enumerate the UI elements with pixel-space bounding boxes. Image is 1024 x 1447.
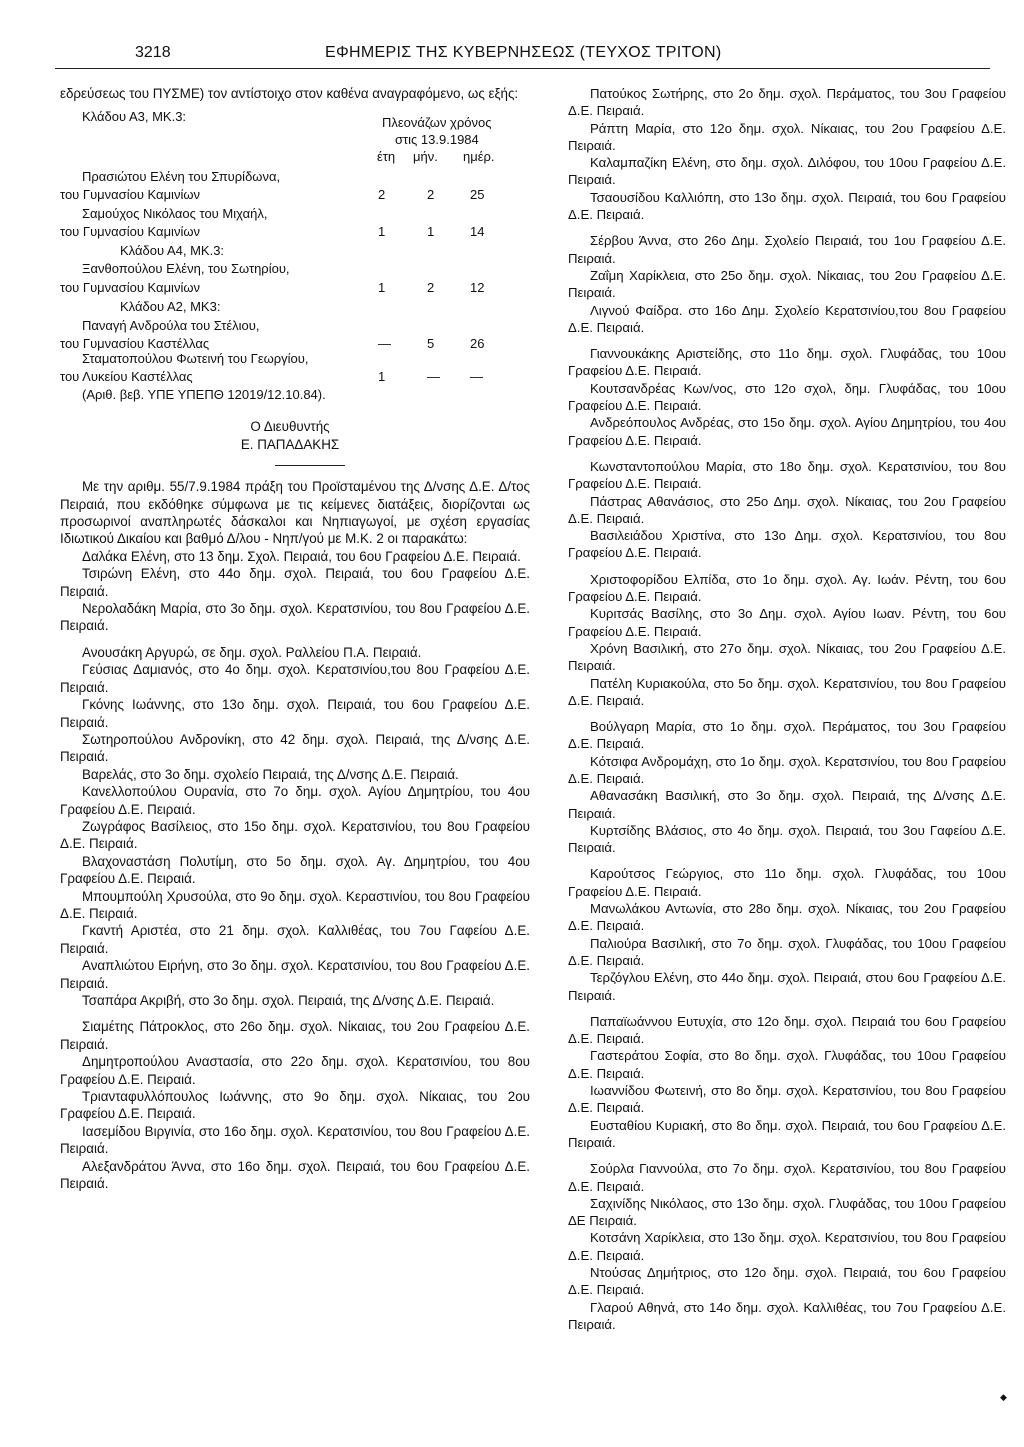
left-appointments-list xyxy=(60,548,530,1193)
list-item: Γλαρού Αθηνά, στο 14ο δημ. σχολ. Καλλιθέας, του 7ου Γραφείου Δ.Ε. Πειραιά. xyxy=(568,1299,1006,1332)
list-item: Δημητροπούλου Αναστασία, στο 22ο δημ. σχολ. Κερατσινίου, του 8ου Γραφείου Δ.Ε. Πειραιά. xyxy=(60,1054,530,1087)
list-item: Κοτσάνη Χαρίκλεια, στο 13ο δημ. σχολ. Κερατσινίου, του 8ου Γραφείου Δ.Ε. Πειραιά. xyxy=(568,1230,1006,1263)
list-item: Γιαννουκάκης Αριστείδης, στο 11ο δημ. σχολ. Γλυφάδας, του 10ου Γραφείου Δ.Ε. Πειραιά. xyxy=(568,346,1006,379)
list-item: Τσαουσίδου Καλλιόπη, στο 13ο δημ. σχολ. Πειραιά, του 6ου Γραφείου Δ.Ε. Πειραιά. xyxy=(568,189,1006,223)
signature-title: Ο Διευθυντής xyxy=(250,419,330,435)
certificate-ref: (Αριθ. βεβ. ΥΠΕ ΥΠΕΠΘ 12019/12.10.84). xyxy=(82,387,326,403)
table-row: Σαμούχος Νικόλαος του Μιχαήλ, xyxy=(82,206,268,222)
list-item: Τσιρώνη Ελένη, στο 44ο δημ. σχολ. Πειραιά, του 6ου Γραφείου Δ.Ε. Πειραιά. xyxy=(60,566,530,599)
list-item: Κυρτσίδης Βλάσιος, στο 4ο δημ. σχολ. Πειραιά, του 3ου Γαφείου Δ.Ε. Πειραιά. xyxy=(568,822,1006,856)
list-item: Ζωγράφος Βασίλειος, στο 15ο δημ. σχολ. Κερατσινίου, του 8ου Γραφείου Δ.Ε. Πειραιά. xyxy=(60,818,530,852)
table-heading-2: στις 13.9.1984 xyxy=(395,132,479,148)
table-row: του Γυμνασίου Καμινίων 1 1 14 xyxy=(60,224,485,240)
list-item: Σαχινίδης Νικόλαος, στο 13ο δημ. σχολ. Γλυφάδας, του 10ου Γραφείου ΔΕ Πειραιά. xyxy=(568,1195,1006,1229)
list-item: Ντούσας Δημήτριος, στο 12ο δημ. σχολ. Πειραιά, του 6ου Γραφείου Δ.Ε. Πειραιά. xyxy=(568,1265,1006,1298)
list-item: Κυριτσάς Βασίλης, στο 3ο Δημ. σχολ. Αγίου Ιωαν. Ρέντη, του 6ου Γραφείου Δ.Ε. Πειραιά. xyxy=(568,606,1006,639)
list-item: Σούρλα Γιαννούλα, στο 7ο δημ. σχολ. Κερατσινίου, του 8ου Γραφείου Δ.Ε. Πειραιά. xyxy=(568,1161,1006,1194)
list-item: Τερζόγλου Ελένη, στο 44ο δημ. σχολ. Πειραιά, στου 6ου Γραφείου Δ.Ε. Πειραιά. xyxy=(568,970,1006,1003)
surplus-time-table-cont xyxy=(60,350,530,408)
table-row: Παναγή Ανδρούλα του Στέλιου, xyxy=(82,318,260,334)
list-item: Σιαμέτης Πάτροκλος, στο 26ο δημ. σχολ. Νίκαιας, του 2ου Γραφείου Δ.Ε. Πειραιά. xyxy=(60,1019,530,1052)
list-item: Βλαχοναστάση Πολυτίμη, στο 5ο δημ. σχολ. Αγ. Δημητρίου, του 4ου Γραφείου Δ.Ε. Πειραιά. xyxy=(60,853,530,887)
left-column xyxy=(60,85,530,1192)
list-item: Μανωλάκου Αντωνία, στο 28ο δημ. σχολ. Νίκαιας, του 2ου Γραφείου Δ.Ε. Πειραιά. xyxy=(568,901,1006,934)
table-row: Πρασιώτου Ελένη του Σπυρίδωνα, xyxy=(82,169,281,185)
list-item: Πατέλη Κυριακούλα, στο 5ο δημ. σχολ. Κερατσινίου, του 8ου Γραφείου Δ.Ε. Πειραιά. xyxy=(568,675,1006,708)
table-row: του Γυμνασίου Καστέλλας — 5 26 xyxy=(60,336,485,352)
list-item: Τσαπάρα Ακριβή, στο 3ο δημ. σχολ. Πειραιά, της Δ/νσης Δ.Ε. Πειραιά. xyxy=(82,993,495,1008)
list-item: Ανδρεόπουλος Ανδρέας, στο 15ο δημ. σχολ. Αγίου Δημητρίου, του 4ου Γραφείου Δ.Ε. Πειραιά. xyxy=(568,415,1006,448)
list-item: Βαρελάς, στο 3ο δημ. σχολείο Πειραιά, της Δ/νσης Δ.Ε. Πειραιά. xyxy=(82,766,459,782)
class-heading-a2: Κλάδου Α2, ΜΚ3: xyxy=(120,299,221,315)
list-item: Γεύσιας Δαμιανός, στο 4ο δημ. σχολ. Κερατσινίου,του 8ου Γραφείου Δ.Ε. Πειραιά. xyxy=(60,662,530,695)
intro-paragraph: εδρεύσεως του ΠΥΣΜΕ) τον αντίστοιχο στον καθένα αναγραφόμενο, ως εξής: xyxy=(60,86,519,101)
list-item: Κωνσταντοπούλου Μαρία, στο 18ο δημ. σχολ. Κερατσινίου, του 8ου Γραφείου Δ.Ε. Πειραιά. xyxy=(568,458,1006,492)
list-item: Κουτσανδρέας Κων/νος, στο 12ο σχολ, δημ. Γλυφάδας, του 10ου Γραφείου Δ.Ε. Πειραιά. xyxy=(568,380,1006,414)
list-item: Γκόνης Ιωάννης, στο 13ο δημ. σχολ. Πειραιά, του 6ου Γραφείου Δ.Ε. Πειραιά. xyxy=(60,697,530,730)
list-item: Τριανταφυλλόπουλος Ιωάννης, στο 9ο δημ. σχολ. Νίκαιας, του 2ου Γραφείου Δ.Ε. Πειραιά. xyxy=(60,1089,530,1122)
signature-block xyxy=(50,418,530,453)
list-item: Βούλγαρη Μαρία, στο 1ο δημ. σχολ. Περάματος, του 3ου Γραφείου Δ.Ε. Πειραιά. xyxy=(568,719,1006,752)
surplus-time-table xyxy=(60,102,530,350)
table-row: του Γυμνασίου Καμινίων 1 2 12 xyxy=(60,280,485,296)
gazette-title: ΕΦΗΜΕΡΙΣ ΤΗΣ ΚΥΒΕΡΝΗΣΕΩΣ (ΤΕΥΧΟΣ ΤΡΙΤΟΝ) xyxy=(325,44,722,61)
table-row: του Γυμνασίου Καμινίων 2 2 25 xyxy=(60,187,485,203)
list-item: Ευσταθίου Κυριακή, στο 8ο δημ. σχολ. Πειραιά, του 6ου Γραφείου Δ.Ε. Πειραιά. xyxy=(568,1117,1006,1150)
list-item: Χριστοφορίδου Ελπίδα, στο 1ο δημ. σχολ. Αγ. Ιωάν. Ρέντη, του 6ου Γραφείου Δ.Ε. Πειραιά. xyxy=(568,571,1006,605)
list-item: Νερολαδάκη Μαρία, στο 3ο δημ. σχολ. Κερατσινίου, του 8ου Γραφείου Δ.Ε. Πειραιά. xyxy=(60,601,530,634)
page-header xyxy=(0,40,1024,70)
list-item: Βασιλειάδου Χριστίνα, στο 13ο Δημ. σχολ. Κερατσινίου, του 8ου Γραφείου Δ.Ε. Πειραιά. xyxy=(568,528,1006,561)
list-item: Γκαντή Αριστέα, στο 21 δημ. σχολ. Καλλιθέας, του 7ου Γαφείου Δ.Ε. Πειραιά. xyxy=(60,923,530,956)
list-item: Σωτηροπούλου Ανδρονίκη, στο 42 δημ. σχολ. Πειραιά, της Δ/νσης Δ.Ε. Πειραιά. xyxy=(60,731,530,765)
list-item: Δαλάκα Ελένη, στο 13 δημ. Σχολ. Πειραιά, του 6ου Γραφείου Δ.Ε. Πειραιά. xyxy=(82,548,521,564)
class-heading-a3: Κλάδου Α3, ΜΚ.3: xyxy=(82,109,187,125)
table-row: Σταματοπούλου Φωτεινή του Γεωργίου, xyxy=(82,351,309,367)
page-number: 3218 xyxy=(135,44,171,61)
list-item: Αθανασάκη Βασιλική, στο 3ο δημ. σχολ. Πειραιά, της Δ/νσης Δ.Ε. Πειραιά. xyxy=(568,788,1006,821)
list-item: Αλεξανδράτου Άννα, στο 16ο δημ. σχολ. Πειραιά, του 6ου Γραφείου Δ.Ε. Πειραιά. xyxy=(60,1158,530,1192)
list-item: Ανουσάκη Αργυρώ, σε δημ. σχολ. Ραλλείου Π.Α. Πειραιά. xyxy=(82,644,422,660)
act-paragraph: Με την αριθμ. 55/7.9.1984 πράξη του Προϊσταμένου της Δ/νσης Δ.Ε. Δ/τος Πειραιά, που εκδόθηκε σύμφωνα με τις κείμενες διατάξεις, διορίζονται ως προσωρινοί αναπληρωτές δάσκαλοι και Νηπιαγωγοί, με σχέση εργασίας Ιδιωτικού Δικαίου και βαθμό Δ/λου - Νηπ/γού με Μ.Κ. 2 οι παρακάτω: xyxy=(60,479,530,547)
list-item: Ιωαννίδου Φωτεινή, στο 8ο δημ. σχολ. Κερατσινίου, του 8ου Γραφείου Δ.Ε. Πειραιά. xyxy=(568,1083,1006,1116)
table-heading-1: Πλεονάζων χρόνος xyxy=(382,115,492,131)
list-item: Ζαΐμη Χαρίκλεια, στο 25ο δημ. σχολ. Νίκαιας, του 2ου Γραφείου Δ.Ε. Πειραιά. xyxy=(568,267,1006,301)
list-item: Σέρβου Άννα, στο 26ο Δημ. Σχολείο Πειραιά, του 1ου Γραφείου Δ.Ε. Πειραιά. xyxy=(568,233,1006,266)
table-row: του Λυκείου Καστέλλας 1 — — xyxy=(60,369,483,385)
list-item: Παλιούρα Βασιλική, στο 7ο δημ. σχολ. Γλυφάδας, του 10ου Γραφείου Δ.Ε. Πειραιά. xyxy=(568,935,1006,968)
list-item: Καρούτσος Γεώργιος, στο 11ο δημ. σχολ. Γλυφάδας, του 10ου Γραφείου Δ.Ε. Πειραιά. xyxy=(568,866,1006,899)
list-item: Καλαμπαζίκη Ελένη, στο δημ. σχολ. Διλόφου, του 10ου Γραφείου Δ.Ε. Πειραιά. xyxy=(568,155,1006,188)
table-heading-units: έτη μήν. ημέρ. xyxy=(377,149,495,165)
list-item: Παπαϊωάννου Ευτυχία, στο 12ο δημ. σχολ. Πειραιά του 6ου Γραφείου Δ.Ε. Πειραιά. xyxy=(568,1013,1006,1047)
list-item: Χρόνη Βασιλική, στο 27ο δημ. σχολ. Νίκαιας, του 2ου Γραφείου Δ.Ε. Πειραιά. xyxy=(568,640,1006,674)
list-item: Πατούκος Σωτήρης, στο 2ο δημ. σχολ. Περάματος, του 3ου Γραφείου Δ.Ε. Πειραιά. xyxy=(568,86,1006,119)
list-item: Λιγνού Φαίδρα. στο 16ο Δημ. Σχολείο Κερατσινίου,του 8ου Γραφείου Δ.Ε. Πειραιά. xyxy=(568,302,1006,335)
right-appointments-list xyxy=(568,85,1006,1333)
table-row: Ξανθοπούλου Ελένη, του Σωτηρίου, xyxy=(82,261,290,277)
list-item: Ιασεμίδου Βιργινία, στο 16ο δημ. σχολ. Κερατσινίου, του 8ου Γραφείου Δ.Ε. Πειραιά. xyxy=(60,1123,530,1157)
list-item: Κότσιφα Ανδρομάχη, στο 1ο δημ. σχολ. Κερατσινίου, του 8ου Γραφείου Δ.Ε. Πειραιά. xyxy=(568,753,1006,786)
header-rule xyxy=(55,68,990,69)
page-mark: ◆ xyxy=(1000,1392,1007,1402)
list-item: Κανελλοπούλου Ουρανία, στο 7ο δημ. σχολ. Αγίου Δημητρίου, του 4ου Γραφείου Δ.Ε. Πειραιά. xyxy=(60,784,530,817)
list-item: Μπουμπούλη Χρυσούλα, στο 9ο δημ. σχολ. Κεραστινίου, του 8ου Γραφείου Δ.Ε. Πειραιά. xyxy=(60,888,530,921)
list-item: Αναπλιώτου Ειρήνη, στο 3ο δημ. σχολ. Κερατσινίου, του 8ου Γραφείου Δ.Ε. Πειραιά. xyxy=(60,958,530,991)
list-item: Γαστεράτου Σοφία, στο 8ο δημ. σχολ. Γλυφάδας, του 10ου Γραφείου Δ.Ε. Πειραιά. xyxy=(568,1048,1006,1081)
section-divider xyxy=(275,465,345,466)
signature-name: Ε. ΠΑΠΑΔΑΚΗΣ xyxy=(240,436,340,452)
list-item: Πάστρας Αθανάσιος, στο 25ο Δημ. σχολ. Νίκαιας, του 2ου Γραφείου Δ.Ε. Πειραιά. xyxy=(568,493,1006,526)
list-item: Ράπτη Μαρία, στο 12ο δημ. σχολ. Νίκαιας, του 2ου Γραφείου Δ.Ε. Πειραιά. xyxy=(568,120,1006,153)
class-heading-a4: Κλάδου Α4, ΜΚ.3: xyxy=(120,243,225,259)
